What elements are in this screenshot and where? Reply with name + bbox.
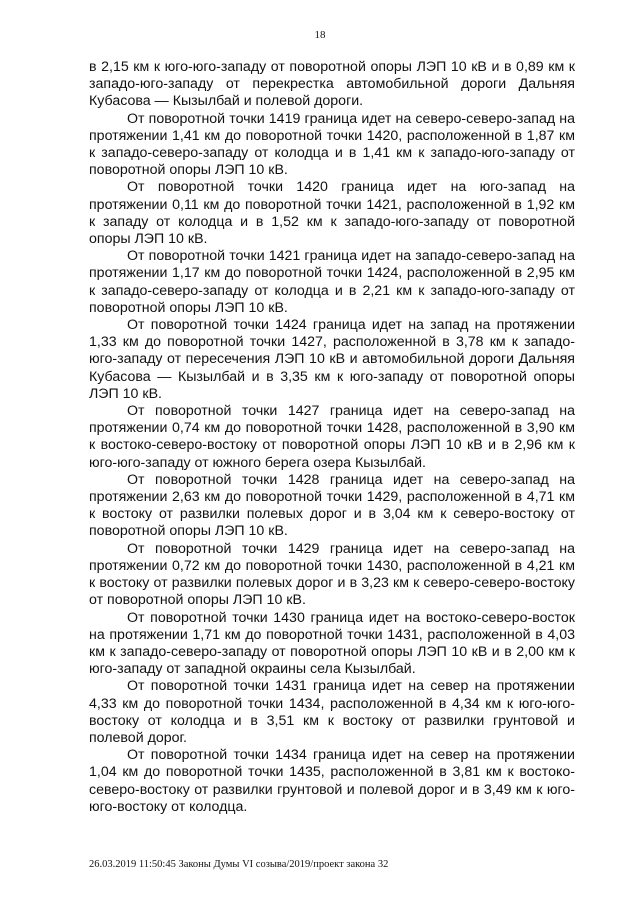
paragraph-continuation: в 2,15 км к юго-юго-западу от поворотной опоры ЛЭП 10 кВ и в 0,89 км к западо-юго-западу от перекрестка автомобильной дороги Дальняя Кубасова — Кызылбай и полевой дороги.	[89, 59, 575, 110]
paragraph-point-1424: От поворотной точки 1424 граница идет на запад на протяжении 1,33 км до поворотной точки 1427, расположенной в 3,78 км к западо-юго-западу от пересечения ЛЭП 10 кВ и автомобильной дороги Дальняя Кубасова — Кызылбай и в 3,35 км к юго-западу от поворотной опоры ЛЭП 10 кВ.	[89, 317, 575, 402]
paragraph-point-1430: От поворотной точки 1430 граница идет на востоко-северо-восток на протяжении 1,71 км до поворотной точки 1431, расположенной в 4,03 км к западо-северо-западу от поворотной опоры ЛЭП 10 кВ и в 2,00 км к юго-западу от западной окраины села Кызылбай.	[89, 609, 575, 678]
paragraph-point-1420: От поворотной точки 1420 граница идет на юго-запад на протяжении 0,11 км до поворотной точки 1421, расположенной в 1,92 км к западу от колодца и в 1,52 км к западо-юго-западу от поворотной опоры ЛЭП 10 кВ.	[89, 179, 575, 248]
paragraph-point-1419: От поворотной точки 1419 граница идет на северо-северо-запад на протяжении 1,41 км до поворотной точки 1420, расположенной в 1,87 км к западо-северо-западу от колодца и в 1,41 км к западо-юго-западу от поворотной опоры ЛЭП 10 кВ.	[89, 110, 575, 179]
page-number: 18	[314, 29, 326, 41]
paragraph-point-1427: От поворотной точки 1427 граница идет на северо-запад на протяжении 0,74 км до поворотной точки 1428, расположенной в 3,90 км к востоко-северо-востоку от поворотной опоры ЛЭП 10 кВ и в 2,96 км к юго-юго-западу от южного берега озера Кызылбай.	[89, 403, 575, 471]
document-body	[89, 59, 575, 816]
paragraph-point-1429: От поворотной точки 1429 граница идет на северо-запад на протяжении 0,72 км до поворотной точки 1430, расположенной в 4,21 км к востоку от развилки полевых дорог и в 3,23 км к северо-северо-востоку от поворотной опоры ЛЭП 10 кВ.	[89, 540, 575, 609]
paragraph-point-1434: От поворотной точки 1434 граница идет на север на протяжении 1,04 км до поворотной точки 1435, расположенной в 3,81 км к востоко-северо-востоку от развилки грунтовой и полевой дорог и в 3,49 км к юго-юго-востоку от колодца.	[89, 747, 575, 815]
paragraph-point-1431: От поворотной точки 1431 граница идет на север на протяжении 4,33 км до поворотной точки 1434, расположенной в 4,34 км к юго-юго-востоку от колодца и в 3,51 км к востоку от развилки грунтовой и полевой дорог.	[89, 678, 575, 746]
paragraph-point-1421: От поворотной точки 1421 граница идет на западо-северо-запад на протяжении 1,17 км до поворотной точки 1424, расположенной в 2,95 км к западо-северо-западу от колодца и в 2,21 км к западо-юго-западу от поворотной опоры ЛЭП 10 кВ.	[89, 248, 575, 316]
document-footer: 26.03.2019 11:50:45 Законы Думы VI созыва/2019/проект закона 32	[89, 859, 389, 870]
paragraph-point-1428: От поворотной точки 1428 граница идет на северо-запад на протяжении 2,63 км до поворотной точки 1429, расположенной в 4,71 км к востоку от развилки полевых дорог и в 3,04 км к северо-востоку от поворотной опоры ЛЭП 10 кВ.	[89, 471, 575, 540]
